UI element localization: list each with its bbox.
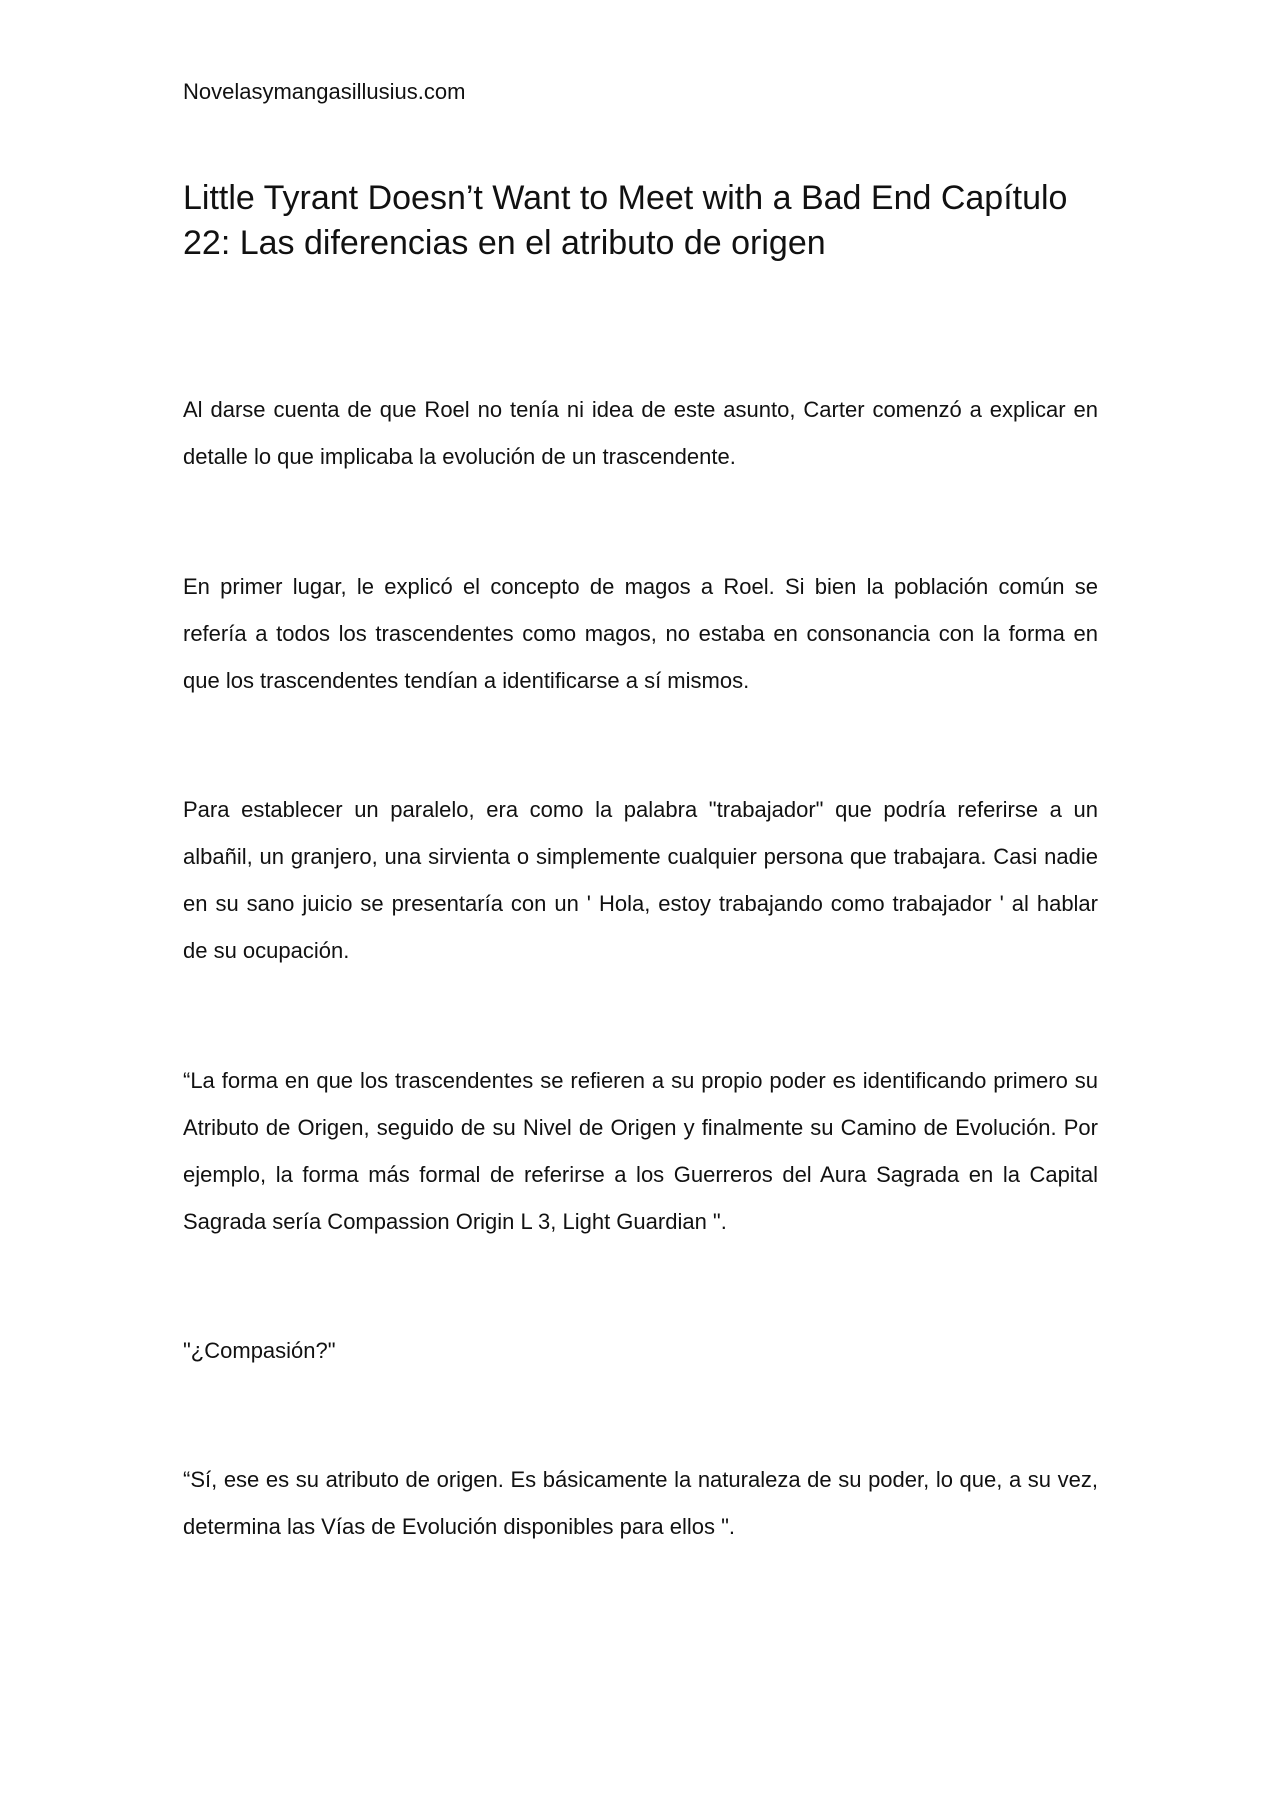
site-header: Novelasymangasillusius.com: [183, 79, 466, 104]
paragraph: Al darse cuenta de que Roel no tenía ni idea de este asunto, Carter comenzó a explicar en detalle lo que implicaba la evolución de un trascendente.: [183, 397, 1098, 469]
chapter-title: Little Tyrant Doesn’t Want to Meet with a Bad End Capítulo 22: Las diferencias en el atributo de origen: [183, 179, 1068, 262]
paragraph: En primer lugar, le explicó el concepto de magos a Roel. Si bien la población común se refería a todos los trascendentes como magos, no estaba en consonancia con la forma en que los trascendentes tendían a identificarse a sí mismos.: [183, 574, 1098, 693]
paragraph: Para establecer un paralelo, era como la palabra "trabajador" que podría referirse a un albañil, un granjero, una sirvienta o simplemente cualquier persona que trabajara. Casi nadie en su sano juicio se presentaría con un ' Hola, estoy trabajando como trabajador ' al hablar de su ocupación.: [183, 797, 1098, 963]
paragraph: “Sí, ese es su atributo de origen. Es básicamente la naturaleza de su poder, lo que, a su vez, determina las Vías de Evolución disponibles para ellos ".: [183, 1467, 1098, 1539]
paragraph: "¿Compasión?": [183, 1338, 336, 1363]
paragraph: “La forma en que los trascendentes se refieren a su propio poder es identificando primero su Atributo de Origen, seguido de su Nivel de Origen y finalmente su Camino de Evolución. Por ejemplo, la forma más formal de referirse a los Guerreros del Aura Sagrada en la Capital Sagrada sería Compassion Origin L 3, Light Guardian ".: [183, 1068, 1098, 1234]
